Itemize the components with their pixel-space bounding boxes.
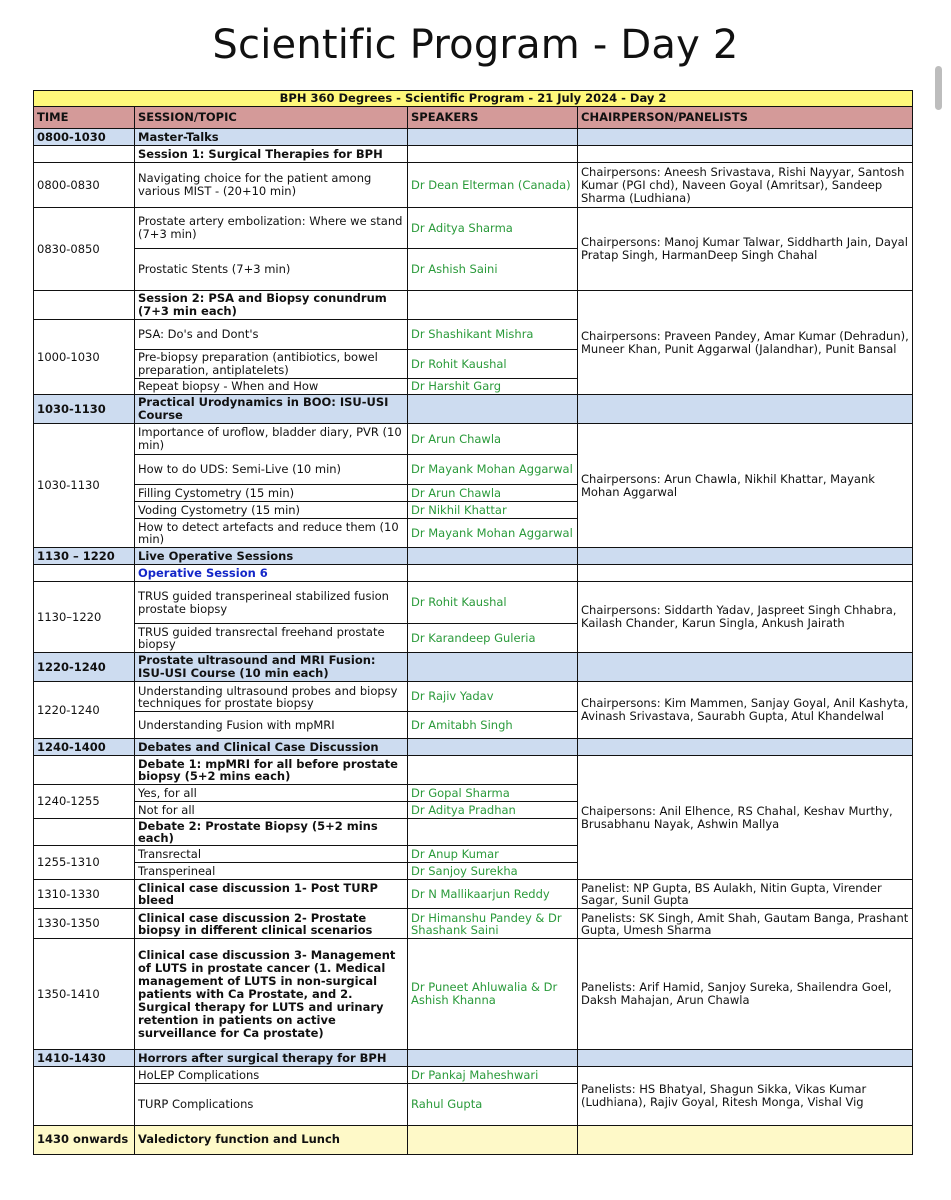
speaker-cell: Dr Ashish Saini	[408, 249, 578, 291]
speaker-cell: Dr Sanjoy Surekha	[408, 863, 578, 880]
topic-cell: Prostate artery embolization: Where we stand (7+3 min)	[135, 208, 408, 249]
speaker-cell	[408, 739, 578, 756]
chairs-cell: Chairpersons: Arun Chawla, Nikhil Khattar, Mayank Mohan Aggarwal	[578, 424, 913, 548]
chairs-cell	[578, 146, 913, 163]
topic-cell: Voding Cystometry (15 min)	[135, 502, 408, 519]
table-row	[34, 909, 913, 939]
speaker-cell: Dr Rajiv Yadav	[408, 682, 578, 712]
table-row	[34, 163, 913, 208]
topic-cell: Valedictory function and Lunch	[135, 1126, 408, 1155]
time-cell: 0800-0830	[34, 163, 135, 208]
speaker-cell: Dr Dean Elterman (Canada)	[408, 163, 578, 208]
topic-cell: How to detect artefacts and reduce them (10 min)	[135, 519, 408, 548]
topic-cell: Session 2: PSA and Biopsy conundrum (7+3 min each)	[135, 291, 408, 320]
table-row	[34, 1126, 913, 1155]
table-row	[34, 756, 913, 785]
topic-cell: Transperineal	[135, 863, 408, 880]
header-speakers: SPEAKERS	[408, 107, 578, 129]
table-row	[34, 548, 913, 565]
topic-cell: Understanding Fusion with mpMRI	[135, 712, 408, 739]
topic-cell: Yes, for all	[135, 785, 408, 802]
time-cell: 1030-1130	[34, 395, 135, 424]
time-cell	[34, 565, 135, 582]
speaker-cell	[408, 291, 578, 320]
speaker-cell: Dr Aditya Sharma	[408, 208, 578, 249]
speaker-cell	[408, 146, 578, 163]
table-row	[34, 208, 913, 249]
time-cell	[34, 819, 135, 846]
page-title: Scientific Program - Day 2	[212, 22, 739, 68]
topic-cell: Session 1: Surgical Therapies for BPH	[135, 146, 408, 163]
table-banner-row	[34, 91, 913, 107]
table-row	[34, 129, 913, 146]
speaker-cell: Dr Shashikant Mishra	[408, 320, 578, 350]
table-row	[34, 682, 913, 712]
time-cell: 1130–1220	[34, 582, 135, 653]
table-row	[34, 565, 913, 582]
topic-cell: Debate 2: Prostate Biopsy (5+2 mins each)	[135, 819, 408, 846]
topic-cell: Filling Cystometry (15 min)	[135, 485, 408, 502]
topic-cell: TRUS guided transrectal freehand prostate biopsy	[135, 624, 408, 653]
program-table	[33, 90, 913, 1155]
topic-cell: Prostatic Stents (7+3 min)	[135, 249, 408, 291]
speaker-cell: Dr Pankaj Maheshwari	[408, 1067, 578, 1084]
topic-cell: PSA: Do's and Dont's	[135, 320, 408, 350]
speaker-cell: Rahul Gupta	[408, 1084, 578, 1126]
speaker-cell: Dr Arun Chawla	[408, 485, 578, 502]
time-cell: 1240-1255	[34, 785, 135, 819]
time-cell	[34, 756, 135, 785]
table-header-row	[34, 107, 913, 129]
speaker-cell	[408, 756, 578, 785]
table-row	[34, 939, 913, 1050]
speaker-cell	[408, 653, 578, 682]
chairs-cell: Chairpersons: Praveen Pandey, Amar Kumar (Dehradun), Muneer Khan, Punit Aggarwal (Jalandhar), Punit Bansal	[578, 291, 913, 395]
topic-cell: Debate 1: mpMRI for all before prostate biopsy (5+2 mins each)	[135, 756, 408, 785]
topic-cell: Not for all	[135, 802, 408, 819]
header-time: TIME	[34, 107, 135, 129]
time-cell	[34, 146, 135, 163]
time-cell: 1000-1030	[34, 320, 135, 395]
chairs-cell	[578, 129, 913, 146]
speaker-cell	[408, 819, 578, 846]
table-row	[34, 146, 913, 163]
topic-cell: TURP Complications	[135, 1084, 408, 1126]
topic-cell: Repeat biopsy - When and How	[135, 379, 408, 395]
speaker-cell: Dr Himanshu Pandey & Dr Shashank Saini	[408, 909, 578, 939]
table-row	[34, 1067, 913, 1084]
topic-cell: TRUS guided transperineal stabilized fusion prostate biopsy	[135, 582, 408, 624]
speaker-cell: Dr Karandeep Guleria	[408, 624, 578, 653]
table-row	[34, 1050, 913, 1067]
topic-cell: Importance of uroflow, bladder diary, PVR (10 min)	[135, 424, 408, 455]
speaker-cell: Dr Rohit Kaushal	[408, 350, 578, 379]
speaker-cell: Dr Rohit Kaushal	[408, 582, 578, 624]
time-cell: 0830-0850	[34, 208, 135, 291]
chairs-cell	[578, 1050, 913, 1067]
table-row	[34, 395, 913, 424]
speaker-cell: Dr Gopal Sharma	[408, 785, 578, 802]
topic-cell: Understanding ultrasound probes and biopsy techniques for prostate biopsy	[135, 682, 408, 712]
chairs-cell: Chairpersons: Siddarth Yadav, Jaspreet Singh Chhabra, Kailash Chander, Karun Singla, Ankush Jairath	[578, 582, 913, 653]
topic-cell: Transrectal	[135, 846, 408, 863]
time-cell: 1410-1430	[34, 1050, 135, 1067]
time-cell: 1030-1130	[34, 424, 135, 548]
scrollbar-thumb[interactable]	[935, 66, 942, 110]
time-cell: 1220-1240	[34, 682, 135, 739]
speaker-cell	[408, 395, 578, 424]
time-cell: 1430 onwards	[34, 1126, 135, 1155]
topic-cell: Live Operative Sessions	[135, 548, 408, 565]
time-cell: 1330-1350	[34, 909, 135, 939]
chairs-cell: Panelists: Arif Hamid, Sanjoy Sureka, Shailendra Goel, Daksh Mahajan, Arun Chawla	[578, 939, 913, 1050]
speaker-cell	[408, 565, 578, 582]
time-cell: 1255-1310	[34, 846, 135, 880]
chairs-cell	[578, 1126, 913, 1155]
chairs-cell: Chairpersons: Manoj Kumar Talwar, Siddharth Jain, Dayal Pratap Singh, HarmanDeep Singh Chahal	[578, 208, 913, 291]
speaker-cell	[408, 1126, 578, 1155]
topic-cell: Pre-biopsy preparation (antibiotics, bowel preparation, antiplatelets)	[135, 350, 408, 379]
topic-cell: Horrors after surgical therapy for BPH	[135, 1050, 408, 1067]
header-session-topic: SESSION/TOPIC	[135, 107, 408, 129]
table-row	[34, 582, 913, 624]
chairs-cell	[578, 565, 913, 582]
topic-cell: Clinical case discussion 1- Post TURP bleed	[135, 880, 408, 909]
speaker-cell: Dr Arun Chawla	[408, 424, 578, 455]
table-row	[34, 424, 913, 455]
chairs-cell: Panelists: SK Singh, Amit Shah, Gautam Banga, Prashant Gupta, Umesh Sharma	[578, 909, 913, 939]
header-chairperson-panelists: CHAIRPERSON/PANELISTS	[578, 107, 913, 129]
speaker-cell: Dr Nikhil Khattar	[408, 502, 578, 519]
topic-cell: Clinical case discussion 2- Prostate biopsy in different clinical scenarios	[135, 909, 408, 939]
chairs-cell: Panelists: HS Bhatyal, Shagun Sikka, Vikas Kumar (Ludhiana), Rajiv Goyal, Ritesh Monga, Vishal Vig	[578, 1067, 913, 1126]
speaker-cell	[408, 129, 578, 146]
topic-cell: Prostate ultrasound and MRI Fusion: ISU-USI Course (10 min each)	[135, 653, 408, 682]
topic-cell: How to do UDS: Semi-Live (10 min)	[135, 455, 408, 485]
chairs-cell: Chairpersons: Kim Mammen, Sanjay Goyal, Anil Kashyta, Avinash Srivastava, Saurabh Gupta, Atul Khandelwal	[578, 682, 913, 739]
time-cell: 1130 – 1220	[34, 548, 135, 565]
speaker-cell: Dr Anup Kumar	[408, 846, 578, 863]
table-banner: BPH 360 Degrees - Scientific Program - 21 July 2024 - Day 2	[34, 91, 913, 107]
chairs-cell	[578, 548, 913, 565]
speaker-cell	[408, 1050, 578, 1067]
time-cell: 1350-1410	[34, 939, 135, 1050]
speaker-cell: Dr Harshit Garg	[408, 379, 578, 395]
topic-cell: Master-Talks	[135, 129, 408, 146]
topic-cell: Debates and Clinical Case Discussion	[135, 739, 408, 756]
chairs-cell: Chaipersons: Anil Elhence, RS Chahal, Keshav Murthy, Brusabhanu Nayak, Ashwin Mallya	[578, 756, 913, 880]
table-row	[34, 880, 913, 909]
speaker-cell: Dr Mayank Mohan Aggarwal	[408, 519, 578, 548]
chairs-cell: Panelist: NP Gupta, BS Aulakh, Nitin Gupta, Virender Sagar, Sunil Gupta	[578, 880, 913, 909]
time-cell: 0800-1030	[34, 129, 135, 146]
speaker-cell: Dr Mayank Mohan Aggarwal	[408, 455, 578, 485]
topic-cell: Clinical case discussion 3- Management of LUTS in prostate cancer (1. Medical management of LUTS in non-surgical patients with Ca Prostate, and 2. Surgical therapy for LUTS and urinary retention in patients on active surveillance for Ca prostate)	[135, 939, 408, 1050]
time-cell: 1310-1330	[34, 880, 135, 909]
speaker-cell: Dr Aditya Pradhan	[408, 802, 578, 819]
speaker-cell: Dr N Mallikaarjun Reddy	[408, 880, 578, 909]
topic-cell: Operative Session 6	[135, 565, 408, 582]
time-cell: 1220-1240	[34, 653, 135, 682]
time-cell	[34, 1067, 135, 1126]
topic-cell: Practical Urodynamics in BOO: ISU-USI Course	[135, 395, 408, 424]
time-cell	[34, 291, 135, 320]
speaker-cell	[408, 548, 578, 565]
chairs-cell	[578, 739, 913, 756]
chairs-cell	[578, 395, 913, 424]
chairs-cell	[578, 653, 913, 682]
speaker-cell: Dr Amitabh Singh	[408, 712, 578, 739]
topic-cell: Navigating choice for the patient among various MIST - (20+10 min)	[135, 163, 408, 208]
time-cell: 1240-1400	[34, 739, 135, 756]
topic-cell: HoLEP Complications	[135, 1067, 408, 1084]
table-row	[34, 739, 913, 756]
speaker-cell: Dr Puneet Ahluwalia & Dr Ashish Khanna	[408, 939, 578, 1050]
chairs-cell: Chairpersons: Aneesh Srivastava, Rishi Nayyar, Santosh Kumar (PGI chd), Naveen Goyal (Amritsar), Sandeep Sharma (Ludhiana)	[578, 163, 913, 208]
table-row	[34, 291, 913, 320]
table-row	[34, 653, 913, 682]
